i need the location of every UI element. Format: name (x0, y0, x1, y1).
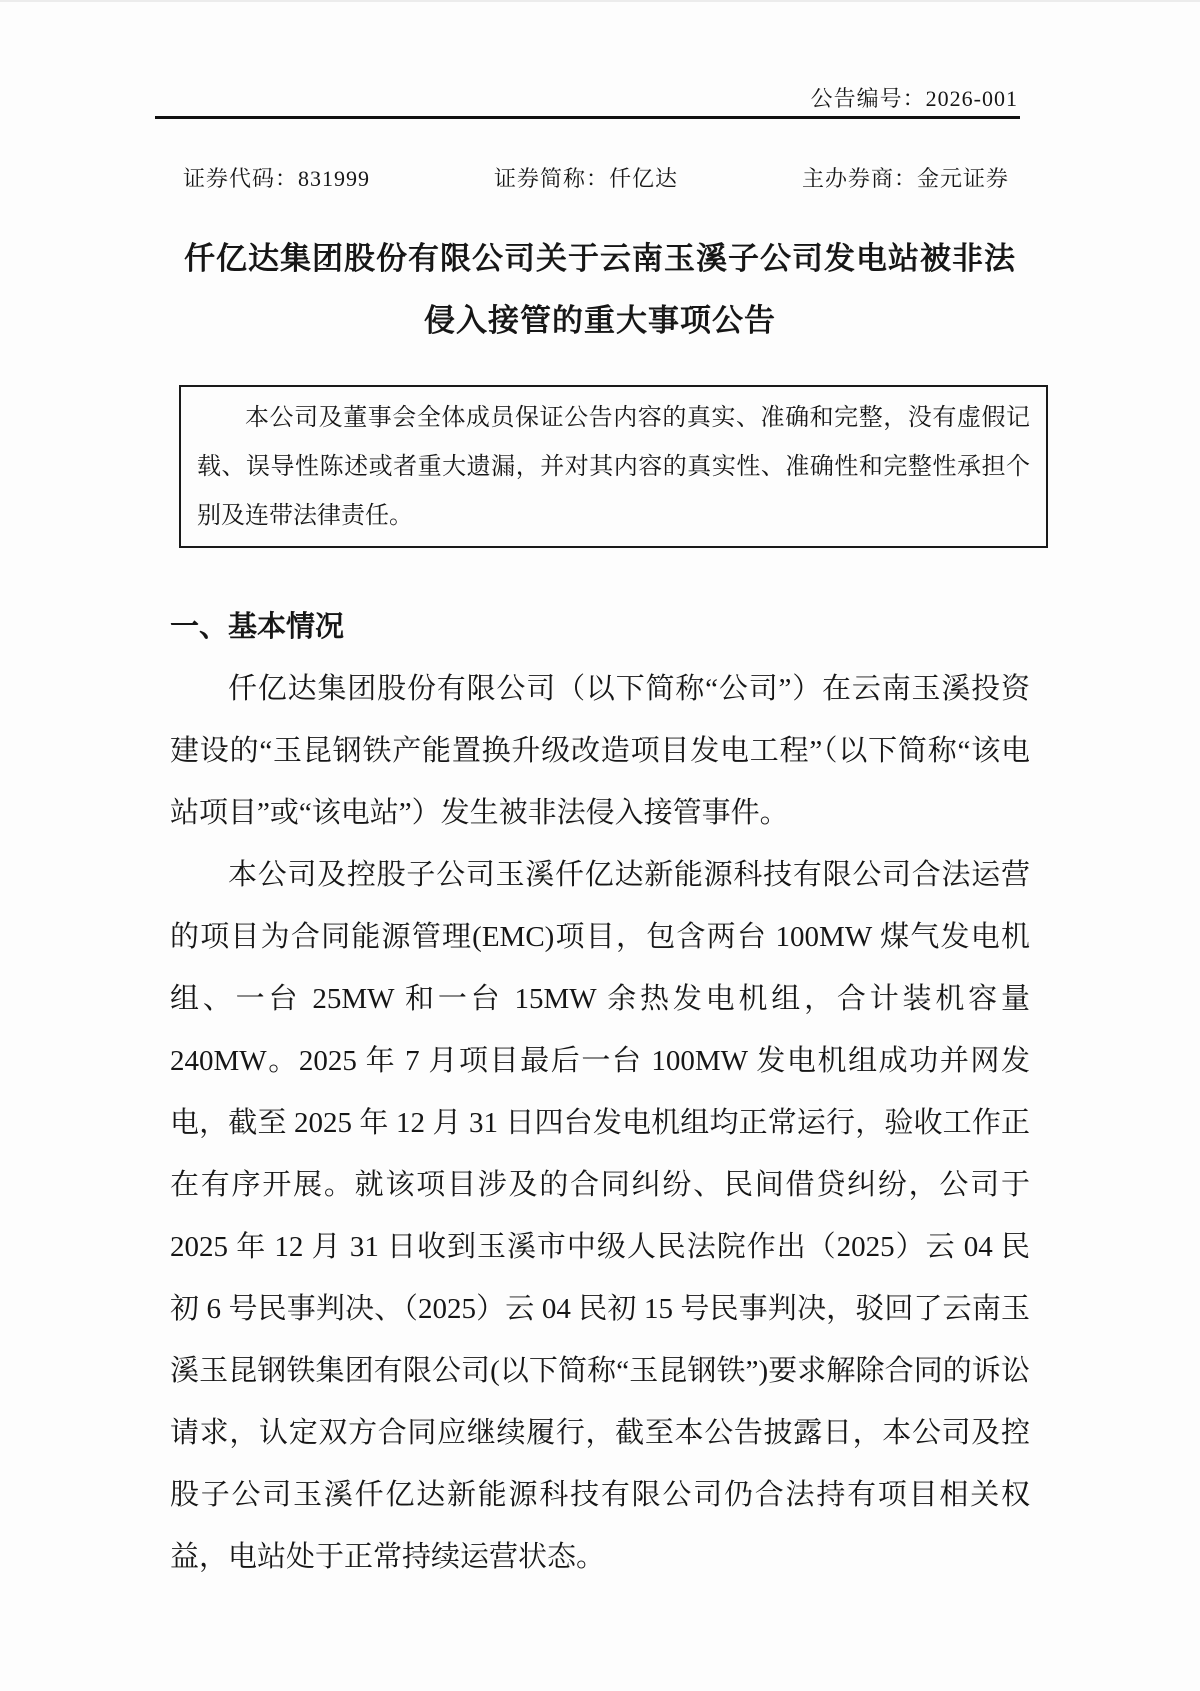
disclaimer-text: 本公司及董事会全体成员保证公告内容的真实、准确和完整，没有虚假记载、误导性陈述或者重大遗漏，并对其内容的真实性、准确性和完整性承担个别及连带法律责任。 (197, 405, 1030, 529)
body-paragraph-1: 仟亿达集团股份有限公司（以下简称“公司”）在云南玉溪投资建设的“玉昆钢铁产能置换升级改造项目发电工程”（以下简称“该电站项目”或“该电站”）发生被非法侵入接管事件。 (170, 673, 1030, 829)
sponsor-broker: 主办券商：金元证券 (801, 166, 1009, 191)
securities-short-name: 证券简称：仟亿达 (493, 166, 678, 191)
securities-code: 证券代码：831999 (183, 166, 371, 191)
securities-info-row (183, 162, 1009, 193)
page-title (170, 228, 1030, 352)
disclaimer-box (179, 385, 1048, 548)
page-title-line-1: 仟亿达集团股份有限公司关于云南玉溪子公司发电站被非法 (184, 241, 1016, 276)
announcement-number: 公告编号：2026-001 (810, 86, 1018, 111)
body-paragraph-2: 本公司及控股子公司玉溪仟亿达新能源科技有限公司合法运营的项目为合同能源管理(EMC)项目，包含两台 100MW 煤气发电机组、一台 25MW 和一台 15MW 余热发电机组，合计装机容量 240MW。2025 年 7 月项目最后一台 100MW 发电机组成功并网发电，截至 2025 年 12 月 31 日四台发电机组均正常运行，验收工作正在有序开展。就该项目涉及的合同纠纷、民间借贷纠纷，公司于 2025 年 12 月 31 日收到玉溪市中级人民法院作出（2025）云 04 民初 6 号民事判决、（2025）云 04 民初 15 号民事判决，驳回了云南玉溪玉昆钢铁集团有限公司(以下简称“玉昆钢铁”)要求解除合同的诉讼请求，认定双方合同应继续履行，截至本公告披露日，本公司及控股子公司玉溪仟亿达新能源科技有限公司仍合法持有项目相关权益，电站处于正常持续运营状态。 (170, 859, 1030, 1573)
main-content (170, 596, 1030, 1588)
section-heading-basic-situation: 一、基本情况 (170, 611, 345, 643)
page-title-line-2: 侵入接管的重大事项公告 (424, 303, 776, 338)
header-divider (155, 116, 1020, 119)
